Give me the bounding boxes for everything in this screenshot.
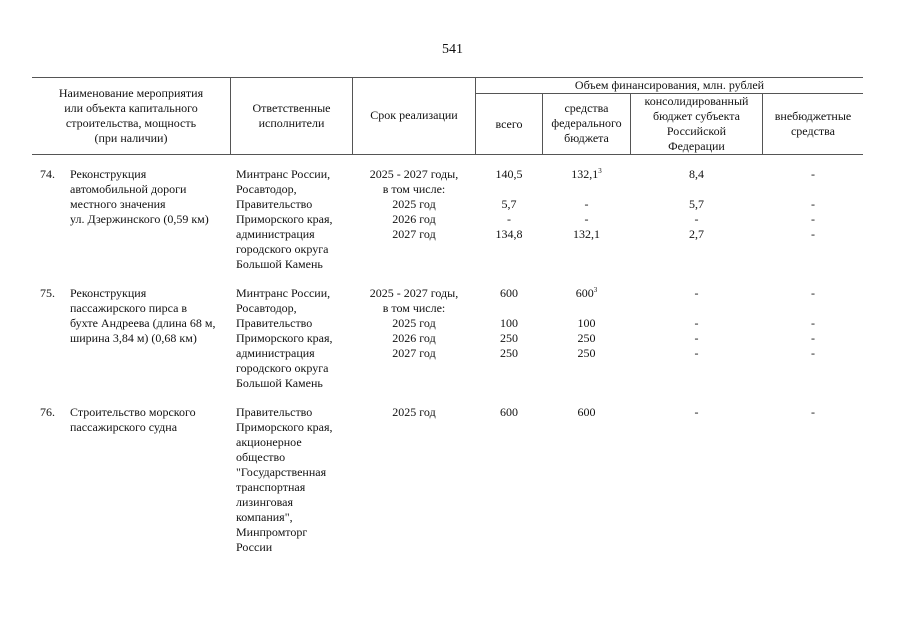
header-federal: средства федерального бюджета: [551, 101, 622, 145]
page-number: 541: [442, 42, 463, 57]
row-number: 76.: [40, 405, 55, 419]
header-funding-group: Объем финансирования, млн. рублей: [574, 78, 765, 92]
header-executors: Ответственные исполнители: [252, 101, 331, 130]
footnote-mark: 3: [598, 167, 602, 175]
row-executors: Минтранс России, Росавтодор, Правительство Приморского края, администрация городского округа Большой Камень: [236, 167, 333, 271]
header-extrabudget: внебюджетные средства: [774, 109, 852, 138]
row-federal: $600^3$ 100 250 250: [575, 286, 598, 360]
row-term: 2025 год: [392, 405, 436, 419]
row-extrabudget: - - - -: [811, 286, 815, 360]
row-regional: -: [694, 405, 699, 419]
row-total: 600 100 250 250: [500, 286, 518, 360]
header-total: всего: [495, 117, 523, 131]
row-term: 2025 - 2027 годы, в том числе: 2025 год 2026 год 2027 год: [369, 286, 459, 360]
header-term: Срок реализации: [370, 108, 458, 122]
row-term: 2025 - 2027 годы, в том числе: 2025 год 2026 год 2027 год: [369, 167, 459, 241]
row-total: 600: [500, 405, 518, 419]
header-regional: консолидированный бюджет субъекта Российской Федерации: [644, 94, 749, 153]
row-extrabudget: - - - -: [811, 167, 815, 241]
row-name: Реконструкция пассажирского пирса в бухте Андреева (длина 68 м, ширина 3,84 м) (0,68 км): [70, 286, 216, 345]
row-federal: 132,1$^3$ - - 132,1: [571, 167, 602, 241]
row-regional: 8,4 5,7 - 2,7: [689, 167, 704, 241]
row-number: 74.: [40, 167, 55, 181]
row-extrabudget: -: [811, 405, 815, 419]
header-bottom-rule: [32, 154, 863, 155]
row-executors: Правительство Приморского края, акционерное общество "Государственная транспортная лизинговая компания", Минпромторг России: [236, 405, 333, 554]
row-federal: 600: [577, 405, 596, 419]
row-executors: Минтранс России, Росавтодор, Правительство Приморского края, администрация городского округа Большой Камень: [236, 286, 333, 390]
row-name: Реконструкция автомобильной дороги местного значения ул. Дзержинского (0,59 км): [70, 167, 209, 226]
row-name: Строительство морского пассажирского судна: [70, 405, 196, 434]
footnote-mark: 3: [593, 286, 598, 294]
header-name: Наименование мероприятия или объекта капитального строительства, мощность (при наличии): [58, 86, 204, 145]
row-total: 140,5 5,7 - 134,8: [495, 167, 523, 241]
row-regional: - - - -: [694, 286, 699, 360]
row-number: 75.: [40, 286, 55, 300]
